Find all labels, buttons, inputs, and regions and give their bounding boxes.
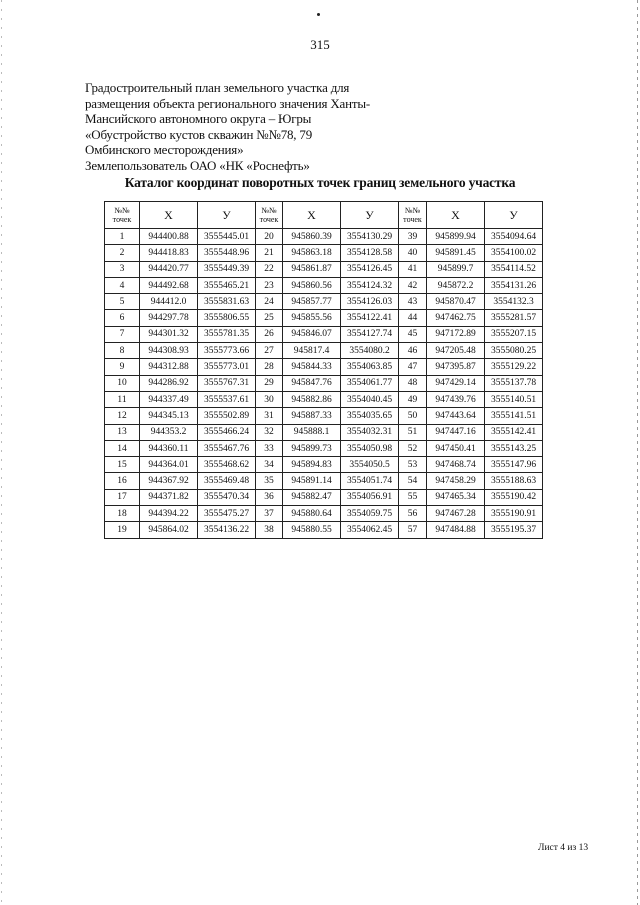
header-points-word: точек [112,215,132,224]
header-line: Градостроительный план земельного участка для [85,80,350,95]
y-coordinate-cell: 3555143.25 [485,440,543,456]
point-number-cell: 15 [105,457,140,473]
y-coordinate-cell: 3555537.61 [198,391,256,407]
y-coordinate-cell: 3555281.57 [485,310,543,326]
x-coordinate-cell: 944394.22 [140,506,198,522]
y-coordinate-cell: 3554059.75 [341,506,399,522]
col-header-y: У [341,202,399,229]
col-header-point-no [399,202,427,229]
point-number-cell: 9 [105,359,140,375]
point-number-cell: 52 [399,440,427,456]
x-coordinate-cell: 945882.47 [283,489,341,505]
header-line: Землепользователь ОАО «НК «Роснефть» [85,157,310,173]
y-coordinate-cell: 3555831.63 [198,294,256,310]
y-coordinate-cell: 3555207.15 [485,326,543,342]
point-number-cell: 11 [105,391,140,407]
x-coordinate-cell: 947458.29 [427,473,485,489]
y-coordinate-cell: 3554050.5 [341,457,399,473]
col-header-y: У [485,202,543,229]
point-number-cell: 1 [105,229,140,245]
table-body [105,229,543,539]
table-row [105,506,543,522]
point-number-cell: 55 [399,489,427,505]
y-coordinate-cell: 3555445.01 [198,229,256,245]
point-number-cell: 13 [105,424,140,440]
y-coordinate-cell: 3555195.37 [485,522,543,538]
point-number-cell: 23 [256,277,283,293]
x-coordinate-cell: 945870.47 [427,294,485,310]
point-number-cell: 35 [256,473,283,489]
point-number-cell: 26 [256,326,283,342]
y-coordinate-cell: 3554094.64 [485,229,543,245]
y-coordinate-cell: 3555773.01 [198,359,256,375]
document-header [85,80,425,173]
x-coordinate-cell: 947429.14 [427,375,485,391]
point-number-cell: 42 [399,277,427,293]
x-coordinate-cell: 947447.16 [427,424,485,440]
y-coordinate-cell: 3554131.26 [485,277,543,293]
x-coordinate-cell: 945891.14 [283,473,341,489]
table-row [105,408,543,424]
y-coordinate-cell: 3554132.3 [485,294,543,310]
y-coordinate-cell: 3555767.31 [198,375,256,391]
x-coordinate-cell: 945860.39 [283,229,341,245]
y-coordinate-cell: 3555502.89 [198,408,256,424]
x-coordinate-cell: 945864.02 [140,522,198,538]
y-coordinate-cell: 3554126.03 [341,294,399,310]
x-coordinate-cell: 944492.68 [140,277,198,293]
x-coordinate-cell: 947462.75 [427,310,485,326]
y-coordinate-cell: 3555142.41 [485,424,543,440]
point-number-cell: 43 [399,294,427,310]
y-coordinate-cell: 3554080.2 [341,343,399,359]
point-number-cell: 34 [256,457,283,473]
x-coordinate-cell: 947443.64 [427,408,485,424]
point-number-cell: 47 [399,359,427,375]
col-header-point-no [256,202,283,229]
point-number-cell: 6 [105,310,140,326]
header-line: размещения объекта регионального значения Ханты- [85,95,371,111]
table-row [105,473,543,489]
header-points-word: точек [259,215,279,224]
x-coordinate-cell: 947395.87 [427,359,485,375]
point-number-cell: 22 [256,261,283,277]
x-coordinate-cell: 945863.18 [283,245,341,261]
y-coordinate-cell: 3555140.51 [485,391,543,407]
table-row [105,440,543,456]
header-line: Мансийского автономного округа – Югры [85,111,312,126]
point-number-cell: 16 [105,473,140,489]
y-coordinate-cell: 3554100.02 [485,245,543,261]
point-number-cell: 10 [105,375,140,391]
table-row [105,457,543,473]
point-number-cell: 4 [105,277,140,293]
x-coordinate-cell: 945847.76 [283,375,341,391]
catalog-title: Каталог координат поворотных точек границ земельного участка [124,175,516,190]
y-coordinate-cell: 3554126.45 [341,261,399,277]
y-coordinate-cell: 3555781.35 [198,326,256,342]
scan-dot [317,13,320,16]
point-number-cell: 17 [105,489,140,505]
x-coordinate-cell: 944367.92 [140,473,198,489]
y-coordinate-cell: 3555466.24 [198,424,256,440]
point-number-cell: 48 [399,375,427,391]
y-coordinate-cell: 3554040.45 [341,391,399,407]
x-coordinate-cell: 944337.49 [140,391,198,407]
col-header-x: Х [283,202,341,229]
x-coordinate-cell: 944418.83 [140,245,198,261]
y-coordinate-cell: 3555470.34 [198,489,256,505]
x-coordinate-cell: 944353.2 [140,424,198,440]
y-coordinate-cell: 3555468.62 [198,457,256,473]
y-coordinate-cell: 3554124.32 [341,277,399,293]
table-row [105,391,543,407]
point-number-cell: 38 [256,522,283,538]
x-coordinate-cell: 945844.33 [283,359,341,375]
point-number-cell: 8 [105,343,140,359]
coordinates-table [104,201,543,539]
point-number-cell: 2 [105,245,140,261]
x-coordinate-cell: 947468.74 [427,457,485,473]
y-coordinate-cell: 3554051.74 [341,473,399,489]
y-coordinate-cell: 3554063.85 [341,359,399,375]
table-row [105,326,543,342]
x-coordinate-cell: 945861.87 [283,261,341,277]
x-coordinate-cell: 945899.7 [427,261,485,277]
y-coordinate-cell: 3554136.22 [198,522,256,538]
x-coordinate-cell: 945888.1 [283,424,341,440]
y-coordinate-cell: 3555449.39 [198,261,256,277]
point-number-cell: 21 [256,245,283,261]
header-no-sign: №№ [261,206,277,215]
point-number-cell: 44 [399,310,427,326]
y-coordinate-cell: 3555469.48 [198,473,256,489]
x-coordinate-cell: 947450.41 [427,440,485,456]
point-number-cell: 36 [256,489,283,505]
y-coordinate-cell: 3555448.96 [198,245,256,261]
y-coordinate-cell: 3554114.52 [485,261,543,277]
x-coordinate-cell: 945880.64 [283,506,341,522]
x-coordinate-cell: 947439.76 [427,391,485,407]
point-number-cell: 25 [256,310,283,326]
page-number: 315 [310,37,330,52]
point-number-cell: 37 [256,506,283,522]
point-number-cell: 49 [399,391,427,407]
y-coordinate-cell: 3554056.91 [341,489,399,505]
x-coordinate-cell: 945817.4 [283,343,341,359]
x-coordinate-cell: 944400.88 [140,229,198,245]
point-number-cell: 29 [256,375,283,391]
y-coordinate-cell: 3555129.22 [485,359,543,375]
table-row [105,375,543,391]
x-coordinate-cell: 947465.34 [427,489,485,505]
x-coordinate-cell: 945857.77 [283,294,341,310]
header-no-sign: №№ [114,206,130,215]
x-coordinate-cell: 944420.77 [140,261,198,277]
point-number-cell: 7 [105,326,140,342]
point-number-cell: 40 [399,245,427,261]
y-coordinate-cell: 3555475.27 [198,506,256,522]
x-coordinate-cell: 947467.28 [427,506,485,522]
x-coordinate-cell: 945891.45 [427,245,485,261]
point-number-cell: 50 [399,408,427,424]
sheet-footer: Лист 4 из 13 [538,843,589,853]
table-row [105,277,543,293]
x-coordinate-cell: 944308.93 [140,343,198,359]
x-coordinate-cell: 945872.2 [427,277,485,293]
x-coordinate-cell: 945899.73 [283,440,341,456]
point-number-cell: 31 [256,408,283,424]
x-coordinate-cell: 945860.56 [283,277,341,293]
y-coordinate-cell: 3555137.78 [485,375,543,391]
table-row [105,310,543,326]
y-coordinate-cell: 3554035.65 [341,408,399,424]
y-coordinate-cell: 3555147.96 [485,457,543,473]
point-number-cell: 41 [399,261,427,277]
table-row [105,343,543,359]
x-coordinate-cell: 945880.55 [283,522,341,538]
x-coordinate-cell: 945882.86 [283,391,341,407]
table-row [105,424,543,440]
col-header-y: У [198,202,256,229]
x-coordinate-cell: 947172.89 [427,326,485,342]
y-coordinate-cell: 3554127.74 [341,326,399,342]
y-coordinate-cell: 3555190.91 [485,506,543,522]
point-number-cell: 57 [399,522,427,538]
x-coordinate-cell: 944364.01 [140,457,198,473]
x-coordinate-cell: 944412.0 [140,294,198,310]
x-coordinate-cell: 945899.94 [427,229,485,245]
point-number-cell: 45 [399,326,427,342]
header-line: Омбинского месторождения» [85,142,244,157]
col-header-x: Х [140,202,198,229]
y-coordinate-cell: 3555465.21 [198,277,256,293]
x-coordinate-cell: 945846.07 [283,326,341,342]
x-coordinate-cell: 945855.56 [283,310,341,326]
point-number-cell: 33 [256,440,283,456]
x-coordinate-cell: 944297.78 [140,310,198,326]
point-number-cell: 5 [105,294,140,310]
point-number-cell: 12 [105,408,140,424]
y-coordinate-cell: 3555773.66 [198,343,256,359]
y-coordinate-cell: 3554128.58 [341,245,399,261]
table-row [105,522,543,538]
y-coordinate-cell: 3555190.42 [485,489,543,505]
point-number-cell: 19 [105,522,140,538]
point-number-cell: 3 [105,261,140,277]
header-line: «Обустройство кустов скважин №№78, 79 [85,126,313,142]
y-coordinate-cell: 3554032.31 [341,424,399,440]
point-number-cell: 46 [399,343,427,359]
point-number-cell: 20 [256,229,283,245]
point-number-cell: 51 [399,424,427,440]
x-coordinate-cell: 947484.88 [427,522,485,538]
y-coordinate-cell: 3555806.55 [198,310,256,326]
table-row [105,294,543,310]
x-coordinate-cell: 944286.92 [140,375,198,391]
y-coordinate-cell: 3554061.77 [341,375,399,391]
x-coordinate-cell: 944345.13 [140,408,198,424]
point-number-cell: 14 [105,440,140,456]
y-coordinate-cell: 3555467.76 [198,440,256,456]
point-number-cell: 28 [256,359,283,375]
x-coordinate-cell: 944312.88 [140,359,198,375]
x-coordinate-cell: 944360.11 [140,440,198,456]
y-coordinate-cell: 3555080.25 [485,343,543,359]
x-coordinate-cell: 945887.33 [283,408,341,424]
y-coordinate-cell: 3554050.98 [341,440,399,456]
x-coordinate-cell: 944371.82 [140,489,198,505]
point-number-cell: 30 [256,391,283,407]
x-coordinate-cell: 947205.48 [427,343,485,359]
point-number-cell: 32 [256,424,283,440]
y-coordinate-cell: 3554130.29 [341,229,399,245]
point-number-cell: 39 [399,229,427,245]
point-number-cell: 54 [399,473,427,489]
col-header-point-no [105,202,140,229]
scan-edge-left [1,0,2,905]
header-no-sign: №№ [404,206,421,215]
table-row [105,489,543,505]
y-coordinate-cell: 3555188.63 [485,473,543,489]
x-coordinate-cell: 944301.32 [140,326,198,342]
table-row [105,229,543,245]
table-row [105,261,543,277]
point-number-cell: 18 [105,506,140,522]
point-number-cell: 53 [399,457,427,473]
y-coordinate-cell: 3554122.41 [341,310,399,326]
y-coordinate-cell: 3555141.51 [485,408,543,424]
y-coordinate-cell: 3554062.45 [341,522,399,538]
point-number-cell: 24 [256,294,283,310]
table-row [105,359,543,375]
table-header-row [105,202,543,229]
x-coordinate-cell: 945894.83 [283,457,341,473]
col-header-x: Х [427,202,485,229]
point-number-cell: 27 [256,343,283,359]
header-points-word: точек [403,215,422,224]
scan-edge-right [637,0,638,905]
table-row [105,245,543,261]
point-number-cell: 56 [399,506,427,522]
